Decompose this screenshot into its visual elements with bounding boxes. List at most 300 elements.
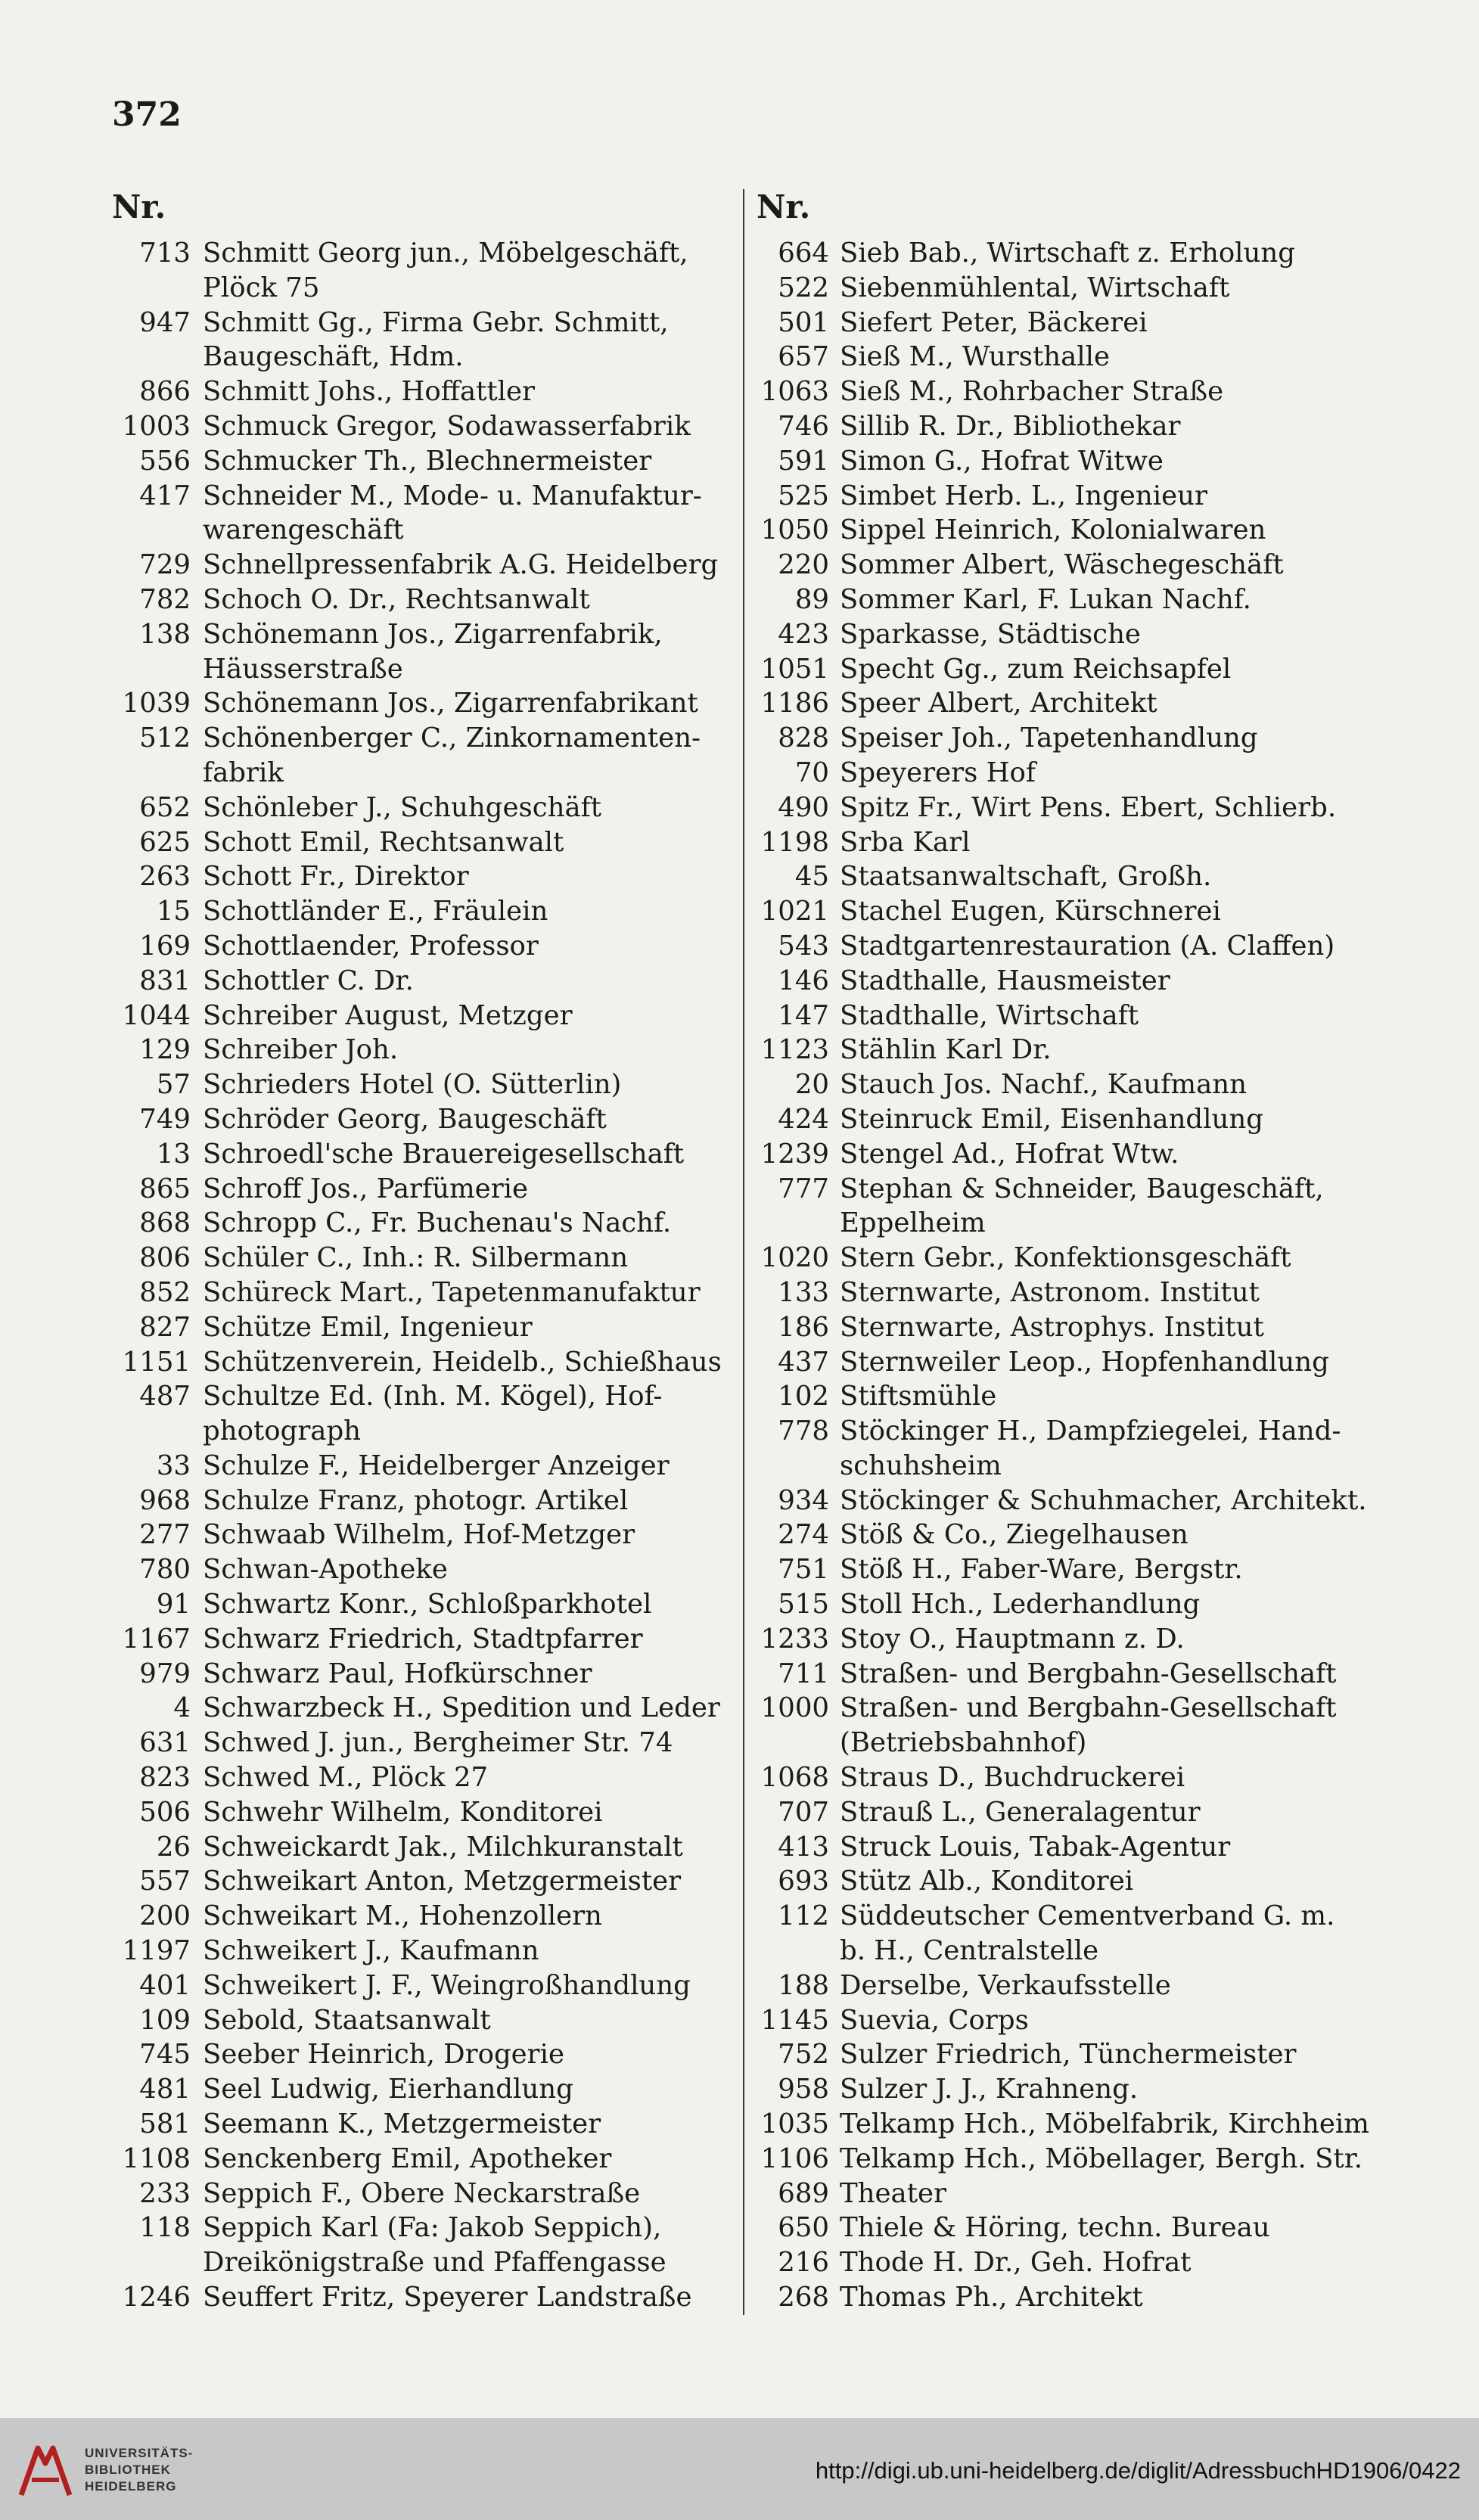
entry-number: 827 <box>139 1311 191 1343</box>
entry-number: 868 <box>139 1207 191 1239</box>
entry-text: Thiele & Höring, techn. Bureau <box>840 2212 1270 2244</box>
directory-entry <box>757 513 1422 548</box>
directory-entry <box>757 479 1422 514</box>
entry-text: Schwan-Apotheke <box>203 1554 448 1586</box>
entry-number: 631 <box>139 1727 191 1759</box>
entry-number: 947 <box>139 306 191 338</box>
entry-number: 652 <box>139 791 191 823</box>
entry-number: 423 <box>778 618 829 650</box>
entry-number: 828 <box>778 722 829 754</box>
entry-text: Seppich Karl (Fa: Jakob Seppich), Dreikönigstraße und Pfaffengasse <box>203 2212 666 2279</box>
entry-number: 20 <box>794 1069 829 1101</box>
entry-text: Schmuck Gregor, Sodawasserfabrik <box>203 410 691 442</box>
directory-entry <box>76 1657 734 1692</box>
entry-number: 979 <box>139 1658 191 1689</box>
entry-number: 713 <box>139 238 191 269</box>
entry-number: 200 <box>139 1900 191 1932</box>
entry-number: 437 <box>778 1346 829 1378</box>
entry-text: Seemann K., Metzgermeister <box>203 2108 601 2140</box>
entry-number: 591 <box>778 445 829 477</box>
directory-entry <box>76 1345 734 1380</box>
entry-number: 487 <box>139 1381 191 1412</box>
directory-entry <box>76 1033 734 1067</box>
directory-entry <box>757 1691 1422 1760</box>
entry-number: 15 <box>156 896 191 928</box>
entry-number: 729 <box>139 549 191 581</box>
entry-number: 118 <box>139 2212 191 2244</box>
entry-number: 91 <box>156 1589 191 1620</box>
directory-entry <box>76 859 734 894</box>
entry-text: Schwartz Konr., Schloßparkhotel <box>203 1589 652 1620</box>
entry-text: Schulze F., Heidelberger Anzeiger <box>203 1450 670 1481</box>
entry-text: Stachel Eugen, Kürschnerei <box>840 896 1221 928</box>
entry-number: 852 <box>139 1276 191 1308</box>
entry-text: Stadthalle, Wirtschaft <box>840 999 1139 1031</box>
directory-entry <box>76 479 734 548</box>
entry-text: Seeber Heinrich, Drogerie <box>203 2039 565 2071</box>
entry-number: 45 <box>794 861 829 893</box>
directory-entry <box>76 1691 734 1726</box>
entry-number: 102 <box>778 1381 829 1412</box>
entry-text: Schweikert J. F., Weingroßhandlung <box>203 1969 691 2001</box>
entry-text: Sebold, Staatsanwalt <box>203 2004 491 2036</box>
entry-text: Spitz Fr., Wirt Pens. Ebert, Schlierb. <box>840 791 1337 823</box>
directory-entry <box>76 1276 734 1310</box>
entry-text: Seppich F., Obere Neckarstraße <box>203 2177 641 2209</box>
entry-text: Sippel Heinrich, Kolonialwaren <box>840 514 1266 546</box>
entry-number: 1198 <box>760 826 829 858</box>
directory-entry <box>757 583 1422 617</box>
entry-text: Staatsanwaltschaft, Großh. <box>840 861 1212 893</box>
entry-text: Schönemann Jos., Zigarrenfabrikant <box>203 688 698 719</box>
entry-number: 216 <box>778 2247 829 2279</box>
entry-number: 490 <box>778 791 829 823</box>
entry-text: Theater <box>840 2177 946 2209</box>
library-logo-icon <box>15 2441 76 2501</box>
entry-number: 1051 <box>760 653 829 685</box>
library-logo-text: UNIVERSITÄTS- BIBLIOTHEK HEIDELBERG <box>85 2446 194 2494</box>
entry-number: 1197 <box>122 1935 191 1967</box>
directory-entry <box>76 791 734 825</box>
entry-text: Stöckinger & Schuhmacher, Architekt. <box>840 1484 1367 1516</box>
directory-entry <box>757 2072 1422 2107</box>
entry-number: 89 <box>794 583 829 615</box>
entry-number: 57 <box>156 1069 191 1101</box>
entry-text: Stöckinger H., Dampfziegelei, Hand- schuhsheim <box>840 1415 1341 1481</box>
directory-entry <box>76 1899 734 1934</box>
source-url[interactable]: http://digi.ub.uni-heidelberg.de/diglit/AdressbuchHD1906/0422 <box>815 2457 1461 2484</box>
directory-entry <box>76 306 734 375</box>
entry-number: 188 <box>778 1969 829 2001</box>
entry-text: Derselbe, Verkaufsstelle <box>840 1969 1171 2001</box>
entry-text: Simon G., Hofrat Witwe <box>840 445 1164 477</box>
entry-text: Thode H. Dr., Geh. Hofrat <box>840 2247 1192 2279</box>
entry-number: 556 <box>139 445 191 477</box>
entry-text: Schreiber August, Metzger <box>203 999 573 1031</box>
entry-text: Stiftsmühle <box>840 1381 997 1412</box>
entry-number: 707 <box>778 1796 829 1828</box>
entry-number: 501 <box>778 306 829 338</box>
entry-text: Stauch Jos. Nachf., Kaufmann <box>840 1069 1247 1101</box>
directory-entry <box>757 374 1422 409</box>
entry-number: 780 <box>139 1554 191 1586</box>
entry-number: 711 <box>778 1658 829 1689</box>
directory-entry <box>76 1830 734 1865</box>
right-entry-list <box>757 236 1422 2315</box>
entry-number: 109 <box>139 2004 191 2036</box>
directory-entry <box>757 409 1422 444</box>
directory-entry <box>76 2142 734 2177</box>
directory-entry <box>757 1622 1422 1657</box>
entry-number: 1000 <box>760 1692 829 1724</box>
directory-entry <box>76 1379 734 1449</box>
entry-text: Schönemann Jos., Zigarrenfabrik, Häusserstraße <box>203 618 663 685</box>
entry-text: Speyerers Hof <box>840 757 1036 788</box>
entry-number: 866 <box>139 376 191 408</box>
entry-number: 1145 <box>760 2004 829 2036</box>
entry-text: Sieb Bab., Wirtschaft z. Erholung <box>840 238 1295 269</box>
entry-text: Seel Ludwig, Eierhandlung <box>203 2074 573 2105</box>
entry-text: Steinruck Emil, Eisenhandlung <box>840 1103 1263 1135</box>
directory-entry <box>757 1172 1422 1241</box>
entry-text: Schüler C., Inh.: R. Silbermann <box>203 1242 629 1274</box>
entry-text: Suevia, Corps <box>840 2004 1029 2036</box>
entry-text: Schottlaender, Professor <box>203 930 539 962</box>
entry-text: Sparkasse, Städtische <box>840 618 1141 650</box>
entry-text: Specht Gg., zum Reichsapfel <box>840 653 1232 685</box>
entry-text: Schreiber Joh. <box>203 1034 399 1066</box>
entry-text: Schroedl'sche Brauereigesellschaft <box>203 1138 685 1170</box>
entry-text: Sternweiler Leop., Hopfenhandlung <box>840 1346 1329 1378</box>
entry-number: 274 <box>778 1519 829 1551</box>
entry-text: Stählin Karl Dr. <box>840 1034 1052 1066</box>
directory-entry <box>757 1276 1422 1310</box>
entry-text: Sommer Karl, F. Lukan Nachf. <box>840 583 1251 615</box>
entry-number: 233 <box>139 2177 191 2209</box>
directory-entry <box>757 2245 1422 2280</box>
entry-number: 865 <box>139 1173 191 1204</box>
entry-text: Schroff Jos., Parfümerie <box>203 1173 529 1204</box>
entry-number: 557 <box>139 1866 191 1897</box>
directory-entry <box>757 2142 1422 2177</box>
entry-number: 147 <box>778 999 829 1031</box>
entry-number: 133 <box>778 1276 829 1308</box>
directory-entry <box>757 617 1422 652</box>
entry-text: Schottländer E., Fräulein <box>203 896 548 928</box>
entry-text: Speiser Joh., Tapetenhandlung <box>840 722 1258 754</box>
entry-text: Schwehr Wilhelm, Konditorei <box>203 1796 603 1828</box>
directory-entry <box>757 1899 1422 1968</box>
entry-number: 1167 <box>122 1623 191 1655</box>
directory-entry <box>757 1484 1422 1518</box>
left-entry-list <box>76 236 734 2315</box>
entry-text: Schützenverein, Heidelb., Schießhaus <box>203 1346 722 1378</box>
entry-number: 13 <box>156 1138 191 1170</box>
entry-number: 268 <box>778 2282 829 2313</box>
entry-text: Sulzer J. J., Krahneng. <box>840 2074 1139 2105</box>
directory-entry <box>76 1241 734 1276</box>
entry-number: 749 <box>139 1103 191 1135</box>
entry-number: 968 <box>139 1484 191 1516</box>
entry-number: 26 <box>156 1831 191 1863</box>
entry-number: 581 <box>139 2108 191 2140</box>
directory-entry <box>76 825 734 860</box>
directory-entry <box>76 444 734 479</box>
directory-entry <box>757 756 1422 791</box>
entry-number: 515 <box>778 1589 829 1620</box>
directory-entry <box>76 894 734 929</box>
directory-entry <box>757 929 1422 964</box>
entry-number: 752 <box>778 2039 829 2071</box>
left-column-header: Nr. <box>112 188 166 225</box>
entry-number: 169 <box>139 930 191 962</box>
entry-number: 220 <box>778 549 829 581</box>
directory-entry <box>76 1934 734 1968</box>
directory-entry <box>76 999 734 1033</box>
entry-number: 777 <box>778 1173 829 1204</box>
entry-number: 525 <box>778 480 829 511</box>
directory-entry <box>76 1172 734 1207</box>
entry-number: 934 <box>778 1484 829 1516</box>
entry-number: 689 <box>778 2177 829 2209</box>
entry-text: Stengel Ad., Hofrat Wtw. <box>840 1138 1179 1170</box>
entry-text: Sieß M., Rohrbacher Straße <box>840 376 1224 408</box>
directory-entry <box>757 859 1422 894</box>
entry-text: Stütz Alb., Konditorei <box>840 1866 1134 1897</box>
directory-entry <box>757 2107 1422 2142</box>
entry-text: Speer Albert, Architekt <box>840 688 1157 719</box>
entry-text: Süddeutscher Cementverband G. m. b. H., Centralstelle <box>840 1900 1335 1967</box>
entry-number: 657 <box>778 341 829 373</box>
entry-text: Schmitt Georg jun., Möbelgeschäft, Plöck 75 <box>203 238 688 303</box>
entry-text: Simbet Herb. L., Ingenieur <box>840 480 1207 511</box>
entry-number: 650 <box>778 2212 829 2244</box>
entry-text: Schrieders Hotel (O. Sütterlin) <box>203 1069 622 1101</box>
entry-text: Stöß & Co., Ziegelhausen <box>840 1519 1188 1551</box>
directory-entry <box>757 1864 1422 1899</box>
directory-entry <box>757 1102 1422 1137</box>
directory-entry <box>757 1033 1422 1067</box>
entry-number: 664 <box>778 238 829 269</box>
directory-entry <box>76 929 734 964</box>
entry-text: Schüreck Mart., Tapetenmanufaktur <box>203 1276 701 1308</box>
entry-number: 1050 <box>760 514 829 546</box>
entry-number: 782 <box>139 583 191 615</box>
directory-entry <box>757 652 1422 687</box>
entry-text: Srba Karl <box>840 826 971 858</box>
entry-number: 1039 <box>122 688 191 719</box>
entry-number: 625 <box>139 826 191 858</box>
entry-number: 522 <box>778 272 829 303</box>
entry-text: Struck Louis, Tabak-Agentur <box>840 1831 1231 1863</box>
entry-number: 1021 <box>760 896 829 928</box>
entry-number: 746 <box>778 410 829 442</box>
directory-entry <box>76 1795 734 1830</box>
entry-text: Straus D., Buchdruckerei <box>840 1762 1185 1794</box>
entry-number: 806 <box>139 1242 191 1274</box>
entry-number: 1044 <box>122 999 191 1031</box>
entry-number: 33 <box>156 1450 191 1481</box>
entry-text: Schwaab Wilhelm, Hof-Metzger <box>203 1519 635 1551</box>
directory-entry <box>76 2107 734 2142</box>
directory-entry <box>757 721 1422 756</box>
directory-entry <box>76 1206 734 1241</box>
directory-entry <box>757 964 1422 999</box>
entry-number: 70 <box>794 757 829 788</box>
directory-entry <box>757 2003 1422 2038</box>
entry-text: Schultze Ed. (Inh. M. Kögel), Hof- photograph <box>203 1381 663 1447</box>
entry-number: 424 <box>778 1103 829 1135</box>
directory-entry <box>757 686 1422 721</box>
directory-entry <box>76 2211 734 2280</box>
entry-text: Schönenberger C., Zinkornamenten- fabrik <box>203 722 701 788</box>
entry-text: Schwarz Paul, Hofkürschner <box>203 1658 592 1689</box>
entry-number: 417 <box>139 480 191 511</box>
directory-entry <box>76 2003 734 2038</box>
entry-text: Stöß H., Faber-Ware, Bergstr. <box>840 1554 1243 1586</box>
entry-text: Schott Fr., Direktor <box>203 861 469 893</box>
entry-number: 693 <box>778 1866 829 1897</box>
entry-text: Schneider M., Mode- u. Manufaktur- warengeschäft <box>203 480 702 546</box>
left-column <box>76 188 734 2315</box>
entry-text: Stadtgartenrestauration (A. Claffen) <box>840 930 1335 962</box>
entry-text: Schröder Georg, Baugeschäft <box>203 1103 607 1135</box>
directory-entry <box>757 1379 1422 1414</box>
entry-text: Schmitt Gg., Firma Gebr. Schmitt, Baugeschäft, Hdm. <box>203 306 669 373</box>
entry-number: 1123 <box>760 1034 829 1066</box>
directory-entry <box>757 1795 1422 1830</box>
entry-number: 1239 <box>760 1138 829 1170</box>
entry-text: Schweikert J., Kaufmann <box>203 1935 539 1967</box>
directory-entry <box>76 2072 734 2107</box>
directory-entry <box>757 236 1422 271</box>
directory-entry <box>76 236 734 306</box>
entry-text: Stoy O., Hauptmann z. D. <box>840 1623 1185 1655</box>
directory-entry <box>76 1760 734 1795</box>
directory-entry <box>76 1484 734 1518</box>
entry-number: 1186 <box>760 688 829 719</box>
entry-text: Schmucker Th., Blechnermeister <box>203 445 652 477</box>
entry-number: 1003 <box>122 410 191 442</box>
entry-number: 112 <box>778 1900 829 1932</box>
entry-number: 129 <box>139 1034 191 1066</box>
entry-number: 413 <box>778 1831 829 1863</box>
entry-number: 277 <box>139 1519 191 1551</box>
entry-text: Schwed J. jun., Bergheimer Str. 74 <box>203 1727 673 1759</box>
directory-entry <box>757 306 1422 340</box>
entry-text: Stoll Hch., Lederhandlung <box>840 1589 1201 1620</box>
directory-entry <box>76 964 734 999</box>
directory-entry <box>76 1968 734 2003</box>
entry-text: Sillib R. Dr., Bibliothekar <box>840 410 1181 442</box>
directory-entry <box>757 825 1422 860</box>
directory-entry <box>757 1552 1422 1587</box>
entry-text: Siefert Peter, Bäckerei <box>840 306 1148 338</box>
entry-number: 512 <box>139 722 191 754</box>
entry-text: Seuffert Fritz, Speyerer Landstraße <box>203 2282 692 2313</box>
directory-entry <box>76 2037 734 2072</box>
directory-entry <box>76 1726 734 1760</box>
directory-entry <box>757 1587 1422 1622</box>
directory-entry <box>757 1345 1422 1380</box>
directory-entry <box>76 2280 734 2315</box>
directory-entry <box>76 583 734 617</box>
directory-entry <box>757 1137 1422 1172</box>
entry-text: Schönleber J., Schuhgeschäft <box>203 791 602 823</box>
directory-entry <box>76 1552 734 1587</box>
entry-text: Stern Gebr., Konfektionsgeschäft <box>840 1242 1291 1274</box>
entry-text: Sommer Albert, Wäschegeschäft <box>840 549 1284 581</box>
directory-entry <box>757 548 1422 583</box>
entry-number: 1246 <box>122 2282 191 2313</box>
directory-entry <box>76 1137 734 1172</box>
entry-number: 186 <box>778 1311 829 1343</box>
directory-entry <box>757 1968 1422 2003</box>
entry-number: 1233 <box>760 1623 829 1655</box>
entry-text: Strauß L., Generalagentur <box>840 1796 1201 1828</box>
entry-number: 1063 <box>760 376 829 408</box>
directory-entry <box>757 1830 1422 1865</box>
directory-entry <box>76 548 734 583</box>
entry-text: Sternwarte, Astronom. Institut <box>840 1276 1260 1308</box>
entry-text: Sieß M., Wursthalle <box>840 341 1110 373</box>
entry-text: Schropp C., Fr. Buchenau's Nachf. <box>203 1207 672 1239</box>
entry-number: 1108 <box>122 2142 191 2174</box>
directory-entry <box>76 1587 734 1622</box>
entry-text: Schweikart M., Hohenzollern <box>203 1900 602 1932</box>
entry-text: Schottler C. Dr. <box>203 965 414 996</box>
digitization-footer <box>0 2418 1479 2520</box>
directory-entry <box>757 1067 1422 1102</box>
entry-text: Telkamp Hch., Möbelfabrik, Kirchheim <box>840 2108 1369 2140</box>
directory-entry <box>76 1864 734 1899</box>
entry-text: Siebenmühlental, Wirtschaft <box>840 272 1230 303</box>
directory-entry <box>76 1102 734 1137</box>
directory-entry <box>76 686 734 721</box>
directory-entry <box>757 271 1422 306</box>
directory-entry <box>757 340 1422 374</box>
directory-entry <box>757 1657 1422 1692</box>
entry-number: 751 <box>778 1554 829 1586</box>
directory-entry <box>76 1518 734 1552</box>
entry-number: 401 <box>139 1969 191 2001</box>
directory-entry <box>757 1310 1422 1345</box>
entry-text: Schulze Franz, photogr. Artikel <box>203 1484 629 1516</box>
entry-text: Schott Emil, Rechtsanwalt <box>203 826 564 858</box>
entry-text: Schwarz Friedrich, Stadtpfarrer <box>203 1623 643 1655</box>
entry-text: Schoch O. Dr., Rechtsanwalt <box>203 583 590 615</box>
entry-text: Sulzer Friedrich, Tünchermeister <box>840 2039 1297 2071</box>
directory-entry <box>757 1518 1422 1552</box>
entry-text: Stadthalle, Hausmeister <box>840 965 1170 996</box>
directory-entry <box>757 2177 1422 2211</box>
directory-entry <box>76 1449 734 1484</box>
directory-entry <box>76 1067 734 1102</box>
entry-text: Schweickardt Jak., Milchkuranstalt <box>203 1831 683 1863</box>
directory-entry <box>757 1414 1422 1484</box>
entry-text: Senckenberg Emil, Apotheker <box>203 2142 612 2174</box>
entry-number: 823 <box>139 1762 191 1794</box>
directory-entry <box>76 374 734 409</box>
directory-entry <box>76 617 734 687</box>
right-column <box>757 188 1422 2315</box>
directory-entry <box>757 999 1422 1033</box>
entry-text: Thomas Ph., Architekt <box>840 2282 1143 2313</box>
directory-entry <box>76 2177 734 2211</box>
directory-entry <box>757 2280 1422 2315</box>
entry-text: Straßen- und Bergbahn-Gesellschaft <box>840 1658 1337 1689</box>
column-divider <box>743 189 744 2315</box>
